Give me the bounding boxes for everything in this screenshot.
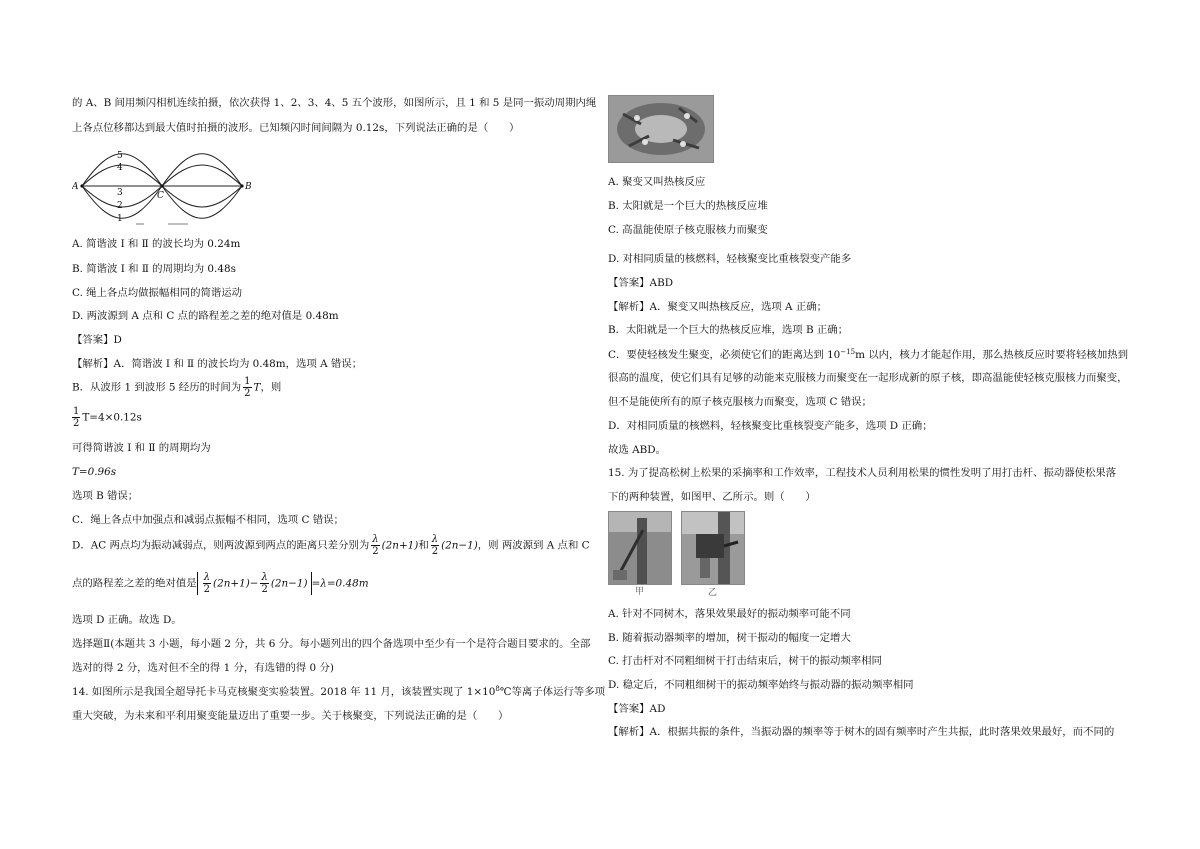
half-fraction [243, 376, 251, 399]
period-symbol: T [253, 381, 261, 394]
term-2n-minus-1: (2n−1) [441, 539, 478, 552]
section2-instructions-line2: 选对的得 2 分，选对但不全的得 1 分，有选错的得 0 分) [72, 662, 334, 674]
tree-shaker-photo [608, 511, 672, 585]
q15-option-b: B. 随着振动器频率的增加，树干振动的幅度一定增大 [608, 632, 851, 644]
q14-option-d: D. 对相同质量的核燃料，轻核聚变比重核裂变产能多 [608, 253, 852, 265]
q13-option-d: D. 两波源到 A 点和 C 点的路程差之差的绝对值是 0.48m [72, 310, 339, 322]
fraction-denominator: 2 [431, 546, 439, 557]
q14-stem-text: 14. 如图所示是我国全超导托卡马克核聚变实验装置。2018 年 11 月，该装置实现了 1×10 [72, 686, 496, 698]
period-intro: 可得简谐波 Ⅰ 和 Ⅱ 的周期均为 [72, 442, 211, 454]
q14-option-c: C. 高温能使原子核克服核力而聚变 [608, 224, 768, 236]
q15-option-c: C. 打击杆对不同粗细树干打击结束后，树干的振动频率相同 [608, 655, 882, 667]
q14-analysis-a: 【解析】A．聚变又叫热核反应，选项 A 正确； [608, 301, 828, 313]
q13-option-b: B. 简谐波 Ⅰ 和 Ⅱ 的周期均为 0.48s [72, 263, 236, 275]
q14-option-b: B. 太阳就是一个巨大的热核反应堆 [608, 200, 768, 212]
q13-answer: 【答案】D [72, 334, 122, 346]
q15-stem-line2: 下的两种装置，如图甲、乙所示。则（ ） [608, 491, 816, 503]
q15-option-a: A. 针对不同树木，落果效果最好的振动频率可能不同 [608, 608, 851, 620]
wave-label-2: 2 [117, 201, 123, 211]
period-value: T=0.96s [72, 466, 117, 478]
q14-analysis-c-line1 [608, 348, 1128, 361]
q13-analysis-b [72, 376, 281, 399]
caption-yi: 乙 [708, 588, 718, 598]
analysis-b-text: B．从波形 1 到波形 5 经历的时间为 [72, 381, 242, 394]
wave-label-5: 5 [117, 151, 123, 161]
point-B-label: B [245, 182, 252, 192]
half-fraction-eq [72, 406, 80, 429]
term-2n-minus-1: (2n−1) [270, 577, 308, 590]
section2-instructions-line1: 选择题Ⅱ(本题共 3 小题，每小题 2 分，共 6 分。每小题列出的四个备选项中至少有一个是符合题目要求的。全部 [72, 638, 591, 650]
q15-stem-line1: 15. 为了提高松树上松果的采摘率和工作效率，工程技术人员利用松果的惯性发明了用打击杆、振动器使松果落 [608, 467, 1117, 479]
q13-analysis-a: 【解析】A．简谐波 Ⅰ 和 Ⅱ 的波长均为 0.48m，选项 A 错误； [72, 358, 363, 370]
fraction-denominator: 2 [244, 388, 251, 399]
wave-label-1: 1 [117, 214, 123, 224]
q14-analysis-c-line2: 很高的温度，使它们具有足够的动能来克服核力而聚变在一起形成新的原子核，即高温能使轻核克服核力而聚变， [608, 372, 1128, 384]
option-d-correct: 选项 D 正确。故选 D。 [72, 614, 182, 626]
fraction-denominator: 2 [261, 584, 268, 595]
q14-conclusion: 故选 ABD。 [608, 444, 666, 456]
analysis-d2-text: 点的路程差之差的绝对值是 [72, 577, 197, 590]
term-2n-plus-1: (2n+1) [213, 577, 250, 590]
q14-answer: 【答案】ABD [608, 277, 674, 289]
q13-analysis-d-line2 [72, 572, 369, 595]
analysis-d-text: D．AC 两点均为振动减弱点，则两波源到两点的距离只差分别为 [72, 539, 370, 552]
fraction-denominator: 2 [203, 584, 211, 595]
q15-answer: 【答案】AD [608, 703, 666, 715]
wave-label-3: 3 [117, 188, 123, 198]
q14-stem-post: ℃等离子体运行等多项 [499, 686, 605, 698]
lambda-half-fraction [371, 534, 379, 557]
q13-analysis-c: C．绳上各点中加强点和减弱点振幅不相同，选项 C 错误； [72, 514, 344, 526]
term-2n-plus-1: (2n+1) [381, 539, 419, 552]
lambda-symbol: λ [431, 534, 439, 545]
analysis-d-post: ，则 两波源到 A 点和 C [477, 539, 590, 552]
lambda-symbol: λ [203, 572, 211, 583]
lambda-half-fraction [203, 572, 211, 595]
point-C-label: C [157, 191, 164, 201]
fraction-denominator: 2 [372, 546, 379, 557]
q14-analysis-c-exponent: −15 [840, 348, 856, 356]
analysis-b-post: ，则 [260, 381, 282, 394]
q14-stem-line1 [72, 685, 605, 698]
option-b-wrong: 选项 B 错误； [72, 490, 139, 502]
tree-vibrator-photo [681, 511, 745, 585]
lambda-half-fraction [431, 534, 439, 557]
q14-option-a: A. 聚变又叫热核反应 [608, 176, 706, 188]
absolute-value-expression [197, 572, 312, 595]
lambda-symbol: λ [261, 572, 268, 583]
analysis-d2-result: =λ=0.48m [311, 577, 369, 590]
minus-sign: − [249, 577, 259, 590]
q14-exponent: 8 [495, 685, 500, 693]
q14-analysis-c-post: m 以内，核力才能起作用，那么热核反应时要将轻核加热到 [855, 349, 1128, 361]
lambda-half-fraction [260, 572, 268, 595]
caption-jia: 甲 [635, 587, 645, 597]
q15-analysis-a: 【解析】A．根据共振的条件，当振动器的频率等于树木的固有频率时产生共振，此时落果效果最好，而不同的 [608, 726, 1115, 738]
wave-label-4: 4 [117, 163, 123, 173]
tokamak-photo [608, 95, 714, 163]
q13-intro-line1: 的 A、B 间用频闪相机连续拍摄，依次获得 1、2、3、4、5 五个波形，如图所示，且 1 和 5 是同一振动周期内绳 [72, 97, 597, 109]
fraction-denominator: 2 [73, 418, 80, 429]
and-word: 和 [418, 539, 429, 552]
lambda-symbol: λ [372, 534, 379, 545]
equation-half-T [72, 406, 142, 429]
standing-wave-diagram [72, 146, 272, 228]
q14-stem-line2: 重大突破，为未来和平利用聚变能量迈出了重要一步。关于核聚变，下列说法正确的是（ ） [72, 710, 509, 722]
q13-analysis-d-line1 [72, 534, 590, 557]
q14-analysis-b: B．太阳就是一个巨大的热核反应堆，选项 B 正确； [608, 324, 849, 336]
q14-analysis-c-text: C．要使轻核发生聚变，必须使它们的距离达到 10 [608, 349, 841, 361]
point-A-label: A [72, 182, 79, 192]
q13-option-c: C. 绳上各点均做振幅相同的简谐运动 [72, 287, 243, 299]
equation-rhs: T=4×0.12s [82, 411, 142, 424]
fraction-numerator: 1 [73, 406, 80, 417]
q13-option-a: A. 简谐波 Ⅰ 和 Ⅱ 的波长均为 0.24m [72, 238, 241, 250]
fraction-numerator: 1 [244, 376, 251, 387]
q14-analysis-d: D．对相同质量的核燃料，轻核聚变比重核裂变产能多，选项 D 正确； [608, 420, 933, 432]
q13-intro-line2: 上各点位移都达到最大值时拍摄的波形。已知频闪时间间隔为 0.12s，下列说法正确的是（ ） [72, 122, 520, 134]
q14-analysis-c-line3: 但不是能使所有的原子核克服核力而聚变，选项 C 错误； [608, 396, 872, 408]
q15-option-d: D. 稳定后，不同粗细树干的振动频率始终与振动器的振动频率相同 [608, 679, 914, 691]
